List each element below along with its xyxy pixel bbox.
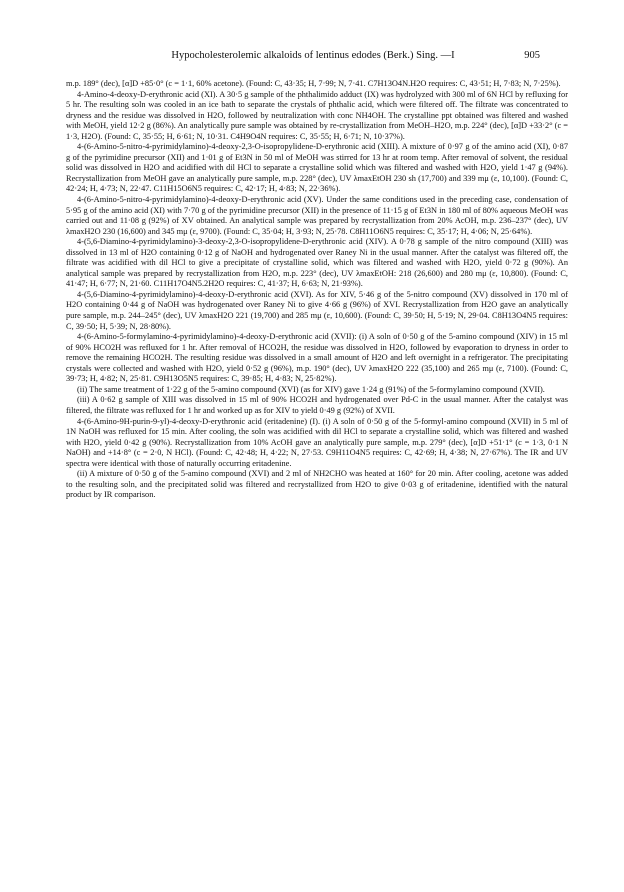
paragraph-formylamino-compound: 4-(6-Amino-5-formylamino-4-pyrimidylamino)-4-deoxy-D-erythronic acid (XVII): (i) A soln of 0·50 g of the 5-amino compound (XIV) in 15 ml of 90% HCO2H was refluxed for 1 hr. After removal of HCO2H, the residue was dissolved in H2O, followed by evaporation to dryness in order to remove the remaining HCO2H. The resulting residue was dissolved in a small amount of H2O and left overnight in a refrigerator. The precipitating crystals were collected and washed with H2O, yield 0·52 g (96%), m.p. 190° (dec), UV λmaxH2O 222 (35,100) and 265 mμ (ε, 7100). (Found: C, 39·73; H, 4·82; N, 25·81. C9H13O5N5 requires: C, 39·85; H, 4·83; N, 25·82%).: [66, 332, 568, 384]
paragraph-diamino-erythronic-acid: 4-(5,6-Diamino-4-pyrimidylamino)-4-deoxy-D-erythronic acid (XVI). As for XIV, 5·46 g of the 5-nitro compound (XV) dissolved in 170 ml of H2O containing 0·44 g of NaOH was hydrogenated over Raney Ni to give 4·66 g (96%) of XVI. Recrystallization from H2O gave an analytically pure sample, m.p. 244–245° (dec), UV λmaxH2O 221 (19,700) and 285 mμ (ε, 10,600). (Found: C, 39·50; H, 5·19; N, 29·04. C8H13O4N5 requires: C, 39·50; H, 5·39; N, 28·80%).: [66, 289, 568, 331]
paragraph-nitro-erythronic-acid: 4-(6-Amino-5-nitro-4-pyrimidylamino)-4-deoxy-D-erythronic acid (XV). Under the same conditions used in the preceding case, condensation of 5·95 g of the amino acid (XI) with 7·70 g of the pyrimidine precursor (XII) in the presence of 11·15 g of Et3N in 180 ml of 80% aqueous MeOH was carried out and 11·08 g (92%) of XV obtained. An analytical sample was prepared by recrystallization from 20% AcOH, m.p. 236–237° (dec), UV λmaxH2O 230 (16,600) and 345 mμ (ε, 9700). (Found: C, 35·04; H, 3·93; N, 25·78. C8H11O6N5 requires: C, 35·17; H, 4·06; N, 25·64%).: [66, 195, 568, 236]
paragraph-diamino-isopropylidene-compound: 4-(5,6-Diamino-4-pyrimidylamino)-3-deoxy-2,3-O-isopropylidene-D-erythronic acid (XIV). A 0·78 g sample of the nitro compound (XIII) was dissolved in 13 ml of H2O containing 0·12 g of NaOH and hydrogenated over Raney Ni in the usual manner. After the catalyst was filtered off, the filtrate was acidified with dil HCl to give a precipitate of crystalline solid, which was filtered and washed with H2O, yield 0·72 g (90%). An analytical sample was prepared by recrystallization from H2O, m.p. 223° (dec), UV λmaxEtOH: 218 (26,600) and 280 mμ (ε, 10,800). (Found: C, 41·47; H, 6·77; N, 21·60. C11H17O4N5.2H2O requires: C, 41·37; H, 6·63; N, 21·93%).: [66, 237, 568, 289]
paragraph-formylamino-method-iii: (iii) A 0·62 g sample of XIII was dissolved in 15 ml of 90% HCO2H and hydrogenated over Pd-C in the usual manner. After the catalyst was filtered, the filtrate was refluxed for 1 hr and worked up as for XIV to yield 0·49 g (92%) of XVII.: [66, 395, 568, 415]
running-title: Hypocholesterolemic alkaloids of lentinus edodes (Berk.) Sing. —I: [171, 50, 455, 61]
page-number: 905: [524, 50, 540, 61]
paragraph-eritadenine: 4-(6-Amino-9H-purin-9-yl)-4-deoxy-D-erythronic acid (eritadenine) (I). (i) A soln of 0·50 g of the 5-formyl-amino compound (XVII) in 5 ml of 1N NaOH was refluxed for 15 min. After cooling, the soln was acidified with dil HCl to separate a crystalline solid, which was filtered and washed with H2O, yield 0·42 g (90%). Recrystallization from 10% AcOH gave an analytically pure sample, m.p. 279° (dec), [α]D +51·1° (c = 1·3, 0·1 N NaOH) and +14·8° (c = 2·0, N HCl). (Found: C, 42·48; H, 4·22; N, 27·53. C9H11O4N5 requires: C, 42·69; H, 4·38; N, 27·67%). The IR and UV spectra were identical with those of naturally occurring eritadenine.: [66, 416, 568, 468]
article-body: [66, 79, 568, 501]
page-header: [86, 50, 540, 64]
paragraph-eritadenine-method-ii: (ii) A mixture of 0·50 g of the 5-amino compound (XVI) and 2 ml of NH2CHO was heated at 160° for 20 min. After cooling, acetone was added to the resulting soln, and the precipitated solid was filtered and recrystallized from H2O to give 0·03 g of eritadenine, identified with the natural product by IR comparison.: [66, 469, 568, 500]
paragraph-formylamino-method-ii: (ii) The same treatment of 1·22 g of the 5-amino compound (XVI) (as for XIV) gave 1·24 g (91%) of the 5-formylamino compound (XVII).: [77, 384, 545, 394]
paragraph-amino-deoxy-erythronic-acid: 4-Amino-4-deoxy-D-erythronic acid (XI). A 30·5 g sample of the phthalimido adduct (IX) was hydrolyzed with 300 ml of 6N HCl by refluxing for 5 hr. The resulting soln was cooled in an ice bath to separate the crystals of phthalic acid, which were filtered off. The filtrate was concentrated to dryness and the residue was dissolved in H2O, followed by neutralization with conc NH4OH. The crystalline ppt obtained was filtered and washed with MeOH, yield 12·2 g (86%). An analytically pure sample was obtained by re-crystallization from MeOH–H2O, m.p. 224° (dec), [α]D +33·2° (c = 1·3, H2O). (Found: C, 35·55; H, 6·61; N, 10·31. C4H9O4N requires: C, 35·55; H, 6·71; N, 10·37%).: [66, 89, 569, 141]
paragraph-continuation: m.p. 189° (dec), [α]D +85·0° (c = 1·1, 60% acetone). (Found: C, 43·35; H, 7·99; N, 7·41. C7H13O4N.H2O requires: C, 43·51; H, 7·83; N, 7·25%).: [66, 79, 561, 88]
paragraph-nitro-isopropylidene-compound: 4-(6-Amino-5-nitro-4-pyrimidylamino)-4-deoxy-2,3-O-isopropylidene-D-erythronic acid (XIII). A mixture of 0·97 g of the amino acid (XI), 0·87 g of the pyrimidine precursor (XII) and 1·01 g of Et3N in 50 ml of MeOH was stirred for 13 hr at room temp. After removal of solvent, the residual solid was dissolved in H2O and acidified with dil HCl to separate a crystalline solid which was filtered and washed with H2O, yield 1·47 g (94%). Recrystallization from MeOH gave an analytically pure sample, m.p. 228° (dec), UV λmaxEtOH 230 sh (17,700) and 339 mμ (ε, 10,100). (Found: C, 42·24; H, 4·73; N, 22·47. C11H15O6N5 requires: C, 42·17; H, 4·83; N, 22·36%).: [66, 142, 568, 194]
